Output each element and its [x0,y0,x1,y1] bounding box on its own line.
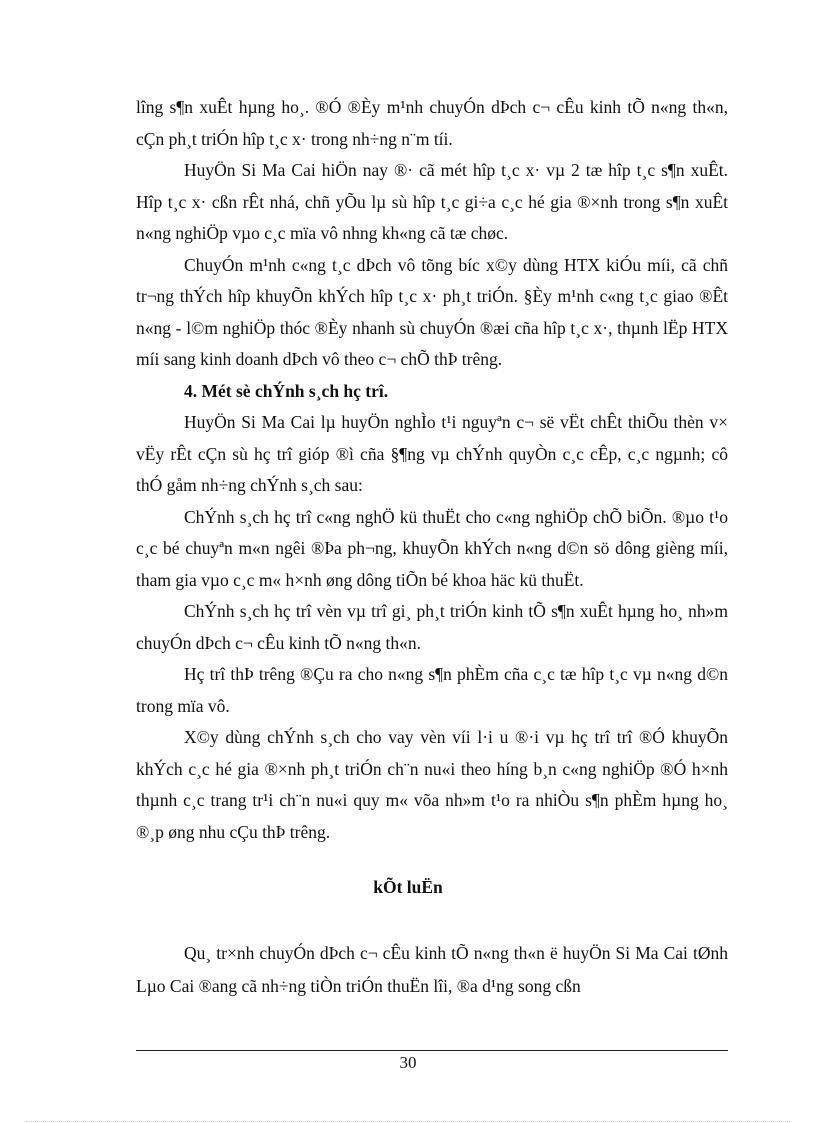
section-heading: 4. Mét sè chÝnh s¸ch hç trî. [184,380,389,401]
paragraph-8: X©y dùng chÝnh s¸ch cho vay vèn víi l·i u ®·i vµ hç trî trî ®Ó khuyÕn khÝch c¸c hé gia ®×nh ph¸t triÓn ch¨n nu«i theo híng b¸n c«ng nghiÖp ®Ó h×nh thµnh c¸c trang tr¹i ch¨n nu«i quy m« võa nh»m t¹o ra nhiÒu s¶n phÈm hµng ho¸ ®¸p øng nhu cÇu thÞ trêng. [136,727,728,842]
conclusion-paragraph: Qu¸ tr×nh chuyÓn dÞch c¬ cÊu kinh tÕ n«ng th«n ë huyÖn Si Ma Cai tØnh Lµo Cai ®ang cã nh÷ng tiÒn triÓn thuËn lîi, ®a d¹ng song cßn [136,943,728,996]
conclusion-text [136,937,728,1003]
paragraph-1: lîng s¶n xuÊt hµng ho¸. ®Ó ®Èy m¹nh chuyÓn dÞch c¬ cÊu kinh tÕ n«ng th«n, cÇn ph¸t triÓn hîp t¸c x· trong nh÷ng n¨m tíi. [136,97,728,149]
body-text [136,92,728,848]
footer-rule [136,1050,728,1051]
paragraph-4: HuyÖn Si Ma Cai lµ huyÖn nghÌo t¹i nguyªn c¬ së vËt chÊt thiÕu thèn v× vËy rÊt cÇn sù hç trî gióp ®ì cña §¶ng vµ chÝnh quyÒn c¸c cÊp, c¸c ngµnh; cô thÓ gåm nh÷ng chÝnh s¸ch sau: [136,412,728,495]
paragraph-3: ChuyÓn m¹nh c«ng t¸c dÞch vô tõng bíc x©y dùng HTX kiÓu míi, cã chñ tr¬ng thÝch hîp khuyÕn khÝch hîp t¸c x· ph¸t triÓn. §Èy m¹nh c«ng t¸c giao ®Êt n«ng - l©m nghiÖp thóc ®Èy nhanh sù chuyÓn ®æi cña hîp t¸c x·, thµnh lËp HTX míi sang kinh doanh dÞch vô theo c¬ chÕ thÞ trêng. [136,254,728,369]
page-number: 30 [399,1053,417,1072]
conclusion-title: kÕt luËn [373,877,443,897]
page-edge-dotted-line [26,1121,790,1122]
paragraph-7: Hç trî thÞ trêng ®Çu ra cho n«ng s¶n phÈm cña c¸c tæ hîp t¸c vµ n«ng d©n trong mïa vô. [136,664,728,716]
paragraph-6: ChÝnh s¸ch hç trî vèn vµ trî gi¸ ph¸t triÓn kinh tÕ s¶n xuÊt hµng ho¸ nh»m chuyÓn dÞch c¬ cÊu kinh tÕ n«ng th«n. [136,601,728,653]
paragraph-5: ChÝnh s¸ch hç trî c«ng nghÖ kü thuËt cho c«ng nghiÖp chÕ biÕn. ®µo t¹o c¸c bé chuyªn m«n ngêi ®Þa ph¬ng, khuyÕn khÝch n«ng d©n sö dông gièng míi, tham gia vµo c¸c m« h×nh øng dông tiÕn bé khoa häc kü thuËt. [136,506,728,590]
paragraph-2: HuyÖn Si Ma Cai hiÖn nay ®· cã mét hîp t¸c x· vµ 2 tæ hîp t¸c s¶n xuÊt. Hîp t¸c x· cßn rÊt nhá, chñ yÕu lµ sù hîp t¸c gi÷a c¸c hé gia ®×nh trong s¶n xuÊt n«ng nghiÖp vµo c¸c mïa vô nhng kh«ng cã tæ chøc. [136,160,728,243]
